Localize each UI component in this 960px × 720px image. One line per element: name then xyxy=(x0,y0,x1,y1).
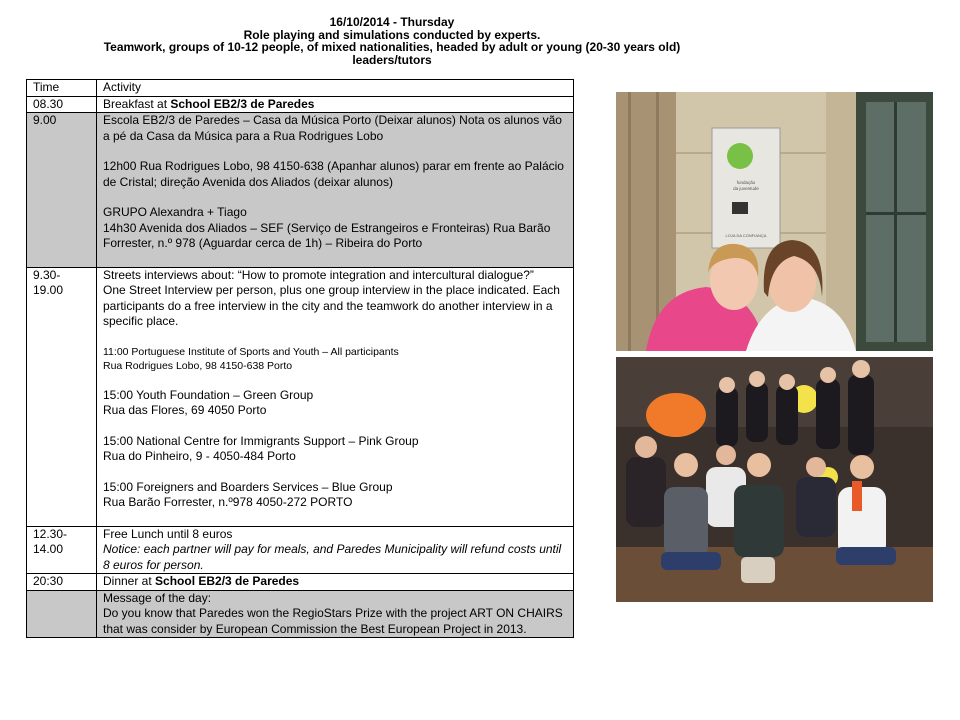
activity-column-header: Activity xyxy=(97,80,574,97)
activity-text: 12h00 Rua Rodrigues Lobo, 98 4150-638 (Apanhar alunos) parar em frente ao Palácio de Cristal; direção Avenida dos Aliados (deixar alunos) xyxy=(103,159,564,189)
table-row xyxy=(27,590,574,638)
header-date: 16/10/2014 - Thursday xyxy=(329,15,455,29)
activity-text: Free Lunch until 8 euros xyxy=(103,526,233,541)
row-activity xyxy=(97,113,574,268)
interview-address: Rua Rodrigues Lobo, 98 4150-638 Porto xyxy=(103,359,293,372)
activity-location: School EB2/3 de Paredes xyxy=(155,574,300,588)
table-row xyxy=(27,267,574,526)
row-activity xyxy=(97,267,574,526)
row-time xyxy=(27,590,97,638)
header-subtitle: Role playing and simulations conducted by experts. xyxy=(243,27,541,42)
table-row xyxy=(27,526,574,574)
schedule-table xyxy=(26,79,574,638)
plaque-text: LOJA DA CONFIANÇA xyxy=(725,233,767,238)
table-row xyxy=(27,113,574,268)
row-time: 20:30 xyxy=(27,574,97,591)
row-time: 12.30- 14.00 xyxy=(27,526,97,574)
interview-location: 11:00 Portuguese Institute of Sports and Youth – All participants xyxy=(103,345,399,358)
time-column-header: Time xyxy=(27,80,97,97)
interview-address: Rua das Flores, 69 4050 Porto xyxy=(103,403,267,417)
header-leaders: leaders/tutors xyxy=(352,52,432,67)
activity-location: School EB2/3 de Paredes xyxy=(170,96,315,111)
activity-notice: Notice: each partner will pay for meals, and Paredes Municipality will refund costs until 8 euros for person. xyxy=(103,542,562,572)
photo-girls-at-plaque xyxy=(616,92,933,351)
row-time: 9.00 xyxy=(27,113,97,268)
interview-address: Rua do Pinheiro, 9 - 4050-484 Porto xyxy=(103,449,296,463)
interview-location: 15:00 Foreigners and Boarders Services – Blue Group xyxy=(103,479,393,494)
plaque-text: da juventude xyxy=(733,186,759,191)
document-header xyxy=(0,16,784,66)
table-row xyxy=(27,96,574,113)
row-activity xyxy=(97,526,574,574)
row-activity xyxy=(97,574,574,591)
photo-group xyxy=(616,357,933,602)
activity-text: 14h30 Avenida dos Aliados – SEF (Serviço de Estrangeiros e Fronteiras) Rua Barão Forrester, n.º 978 (Aguardar cerca de 1h) – Ribeira do Porto xyxy=(103,220,551,250)
plaque-text: fundação xyxy=(736,180,756,185)
activity-group: GRUPO Alexandra + Tiago xyxy=(103,205,247,219)
activity-text: One Street Interview per person, plus one group interview in the place indicated. Each participants do a free interview in the city and the teamwork do another interview in a specific place. xyxy=(103,283,560,328)
interview-location: 15:00 Youth Foundation – Green Group xyxy=(103,387,314,402)
activity-text: Breakfast at xyxy=(103,96,171,111)
activity-text: Dinner at xyxy=(103,574,156,588)
table-header-row xyxy=(27,80,574,97)
interview-location: 15:00 National Centre for Immigrants Support – Pink Group xyxy=(103,433,419,448)
row-activity xyxy=(97,590,574,638)
activity-text: Escola EB2/3 de Paredes – Casa da Música Porto (Deixar alunos) Nota os alunos vão a pé da Casa da Música para a Rua Rodrigues Lobo xyxy=(103,113,562,143)
interview-address: Rua Barão Forrester, n.º978 4050-272 PORTO xyxy=(103,495,353,509)
table-row xyxy=(27,574,574,591)
row-activity xyxy=(97,96,574,113)
message-text: Do you know that Paredes won the RegioStars Prize with the project ART ON CHAIRS that was consider by European Commission the Best European Project in 2013. xyxy=(103,606,563,636)
activity-text: Streets interviews about: “How to promote integration and intercultural dialogue?” xyxy=(103,267,534,282)
message-title: Message of the day: xyxy=(103,590,212,605)
header-teamwork: Teamwork, groups of 10-12 people, of mixed nationalities, headed by adult or young (20-30 years old) xyxy=(103,40,681,54)
row-time: 9.30- 19.00 xyxy=(27,267,97,526)
row-time: 08.30 xyxy=(27,96,97,113)
